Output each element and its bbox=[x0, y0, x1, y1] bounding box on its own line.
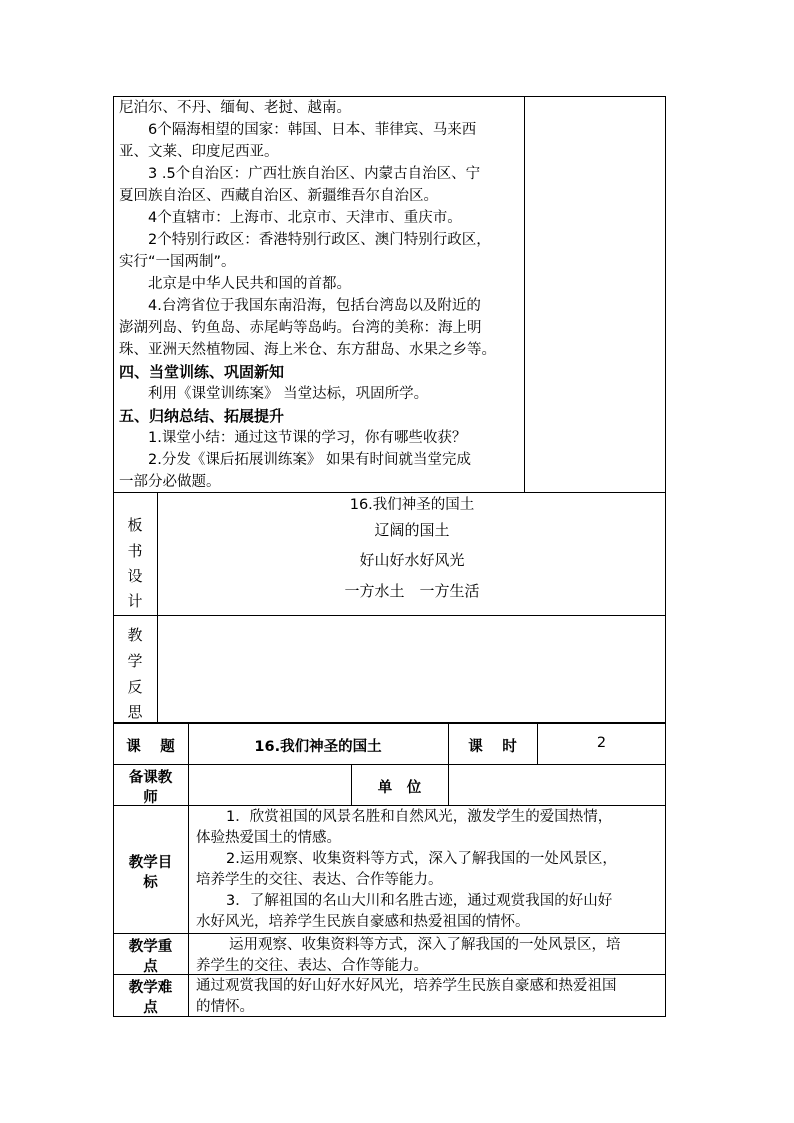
section-heading-practice: 四、当堂训练、巩固新知 bbox=[119, 363, 285, 381]
teacher-value[interactable] bbox=[189, 765, 350, 804]
goal-line: 体验热爱国土的情感。 bbox=[196, 830, 341, 846]
content-line: 利用《课堂训练案》 当堂达标，巩固所学。 bbox=[148, 386, 429, 402]
topic-label: 课 题 bbox=[126, 739, 175, 755]
difficulties-label-line2: 点 bbox=[143, 1000, 158, 1016]
goals-label-line2: 标 bbox=[143, 875, 158, 891]
reflection-label-char: 反 bbox=[127, 678, 143, 696]
content-line: 3 .5个自治区：广西壮族自治区、内蒙古自治区、宁 bbox=[148, 166, 481, 182]
unit-label: 单 位 bbox=[377, 780, 422, 796]
board-label-char: 计 bbox=[127, 592, 143, 610]
content-line: 6个隔海相望的国家：韩国、日本、菲律宾、马来西 bbox=[148, 122, 477, 138]
content-line: 1.课堂小结：通过这节课的学习，你有哪些收获？ bbox=[148, 430, 467, 446]
content-line: 北京是中华人民共和国的首都。 bbox=[148, 276, 351, 292]
board-line-3: 一方水土 一方生活 bbox=[344, 582, 480, 600]
keypoints-label-line2: 点 bbox=[143, 959, 158, 975]
content-line: 4.台湾省位于我国东南沿海，包括台湾岛以及附近的 bbox=[148, 298, 481, 314]
keypoint-line: 养学生的交往、表达、合作等能力。 bbox=[196, 958, 428, 974]
board-label-char: 设 bbox=[127, 567, 143, 585]
goal-line: 培养学生的交往、表达、合作等能力。 bbox=[196, 872, 443, 888]
period-value: 2 bbox=[596, 735, 607, 751]
content-line: 亚、文莱、印度尼西亚。 bbox=[119, 144, 279, 160]
reflection-label-char: 学 bbox=[127, 652, 143, 670]
board-label-char: 书 bbox=[127, 542, 143, 560]
content-line: 夏回族自治区、西藏自治区、新疆维吾尔自治区。 bbox=[119, 188, 438, 204]
goals-label-line1: 教学目 bbox=[128, 855, 173, 871]
content-line: 4个直辖市：上海市、北京市、天津市、重庆市。 bbox=[148, 210, 462, 226]
section-heading-summary: 五、归纳总结、拓展提升 bbox=[119, 407, 285, 425]
board-line-2: 好山好水好风光 bbox=[359, 551, 465, 569]
goal-line: 1．欣赏祖国的风景名胜和自然风光，激发学生的爱国热情， bbox=[226, 809, 613, 825]
content-line: 2个特别行政区：香港特别行政区、澳门特别行政区， bbox=[148, 232, 491, 248]
difficulty-line: 的情怀。 bbox=[196, 999, 254, 1015]
reflection-label-char: 教 bbox=[127, 626, 143, 644]
keypoints-label-line1: 教学重 bbox=[128, 939, 173, 955]
difficulty-line: 通过观赏我国的好山好水好风光，培养学生民族自豪感和热爱祖国 bbox=[196, 978, 617, 994]
board-title: 16.我们神圣的国土 bbox=[349, 497, 475, 513]
content-line: 实行“一国两制”。 bbox=[119, 254, 236, 270]
unit-value[interactable] bbox=[449, 765, 665, 804]
content-line: 2.分发《课后拓展训练案》 如果有时间就当堂完成 bbox=[148, 452, 471, 468]
content-line: 澎湖列岛、钓鱼岛、赤尾屿等岛屿。台湾的美称：海上明 bbox=[119, 320, 482, 336]
goal-line: 水好风光，培养学生民族自豪感和热爱祖国的情怀。 bbox=[196, 914, 530, 930]
reflection-label-char: 思 bbox=[127, 703, 143, 721]
content-right-divider bbox=[524, 96, 525, 492]
content-line: 珠、亚洲天然植物园、海上米仓、东方甜岛、水果之乡等。 bbox=[119, 342, 496, 358]
reflection-content-area[interactable] bbox=[158, 616, 665, 722]
content-line: 一部分必做题。 bbox=[119, 474, 221, 490]
difficulties-label-line1: 教学难 bbox=[128, 980, 173, 996]
teacher-label-line1: 备课教 bbox=[128, 770, 173, 786]
goal-line: 3．了解祖国的名山大川和名胜古迹，通过观赏我国的好山好 bbox=[226, 893, 613, 909]
board-line-1: 辽阔的国土 bbox=[374, 521, 450, 539]
period-label: 课 时 bbox=[468, 739, 517, 755]
board-label-char: 板 bbox=[127, 516, 143, 534]
goal-line: 2.运用观察、收集资料等方式，深入了解我国的一处风景区， bbox=[226, 851, 617, 867]
content-line: 尼泊尔、不丹、缅甸、老挝、越南。 bbox=[119, 100, 351, 116]
keypoint-line: 运用观察、收集资料等方式，深入了解我国的一处风景区，培 bbox=[229, 937, 621, 953]
topic-value: 16.我们神圣的国土 bbox=[254, 739, 382, 755]
teacher-label-line2: 师 bbox=[143, 790, 158, 806]
